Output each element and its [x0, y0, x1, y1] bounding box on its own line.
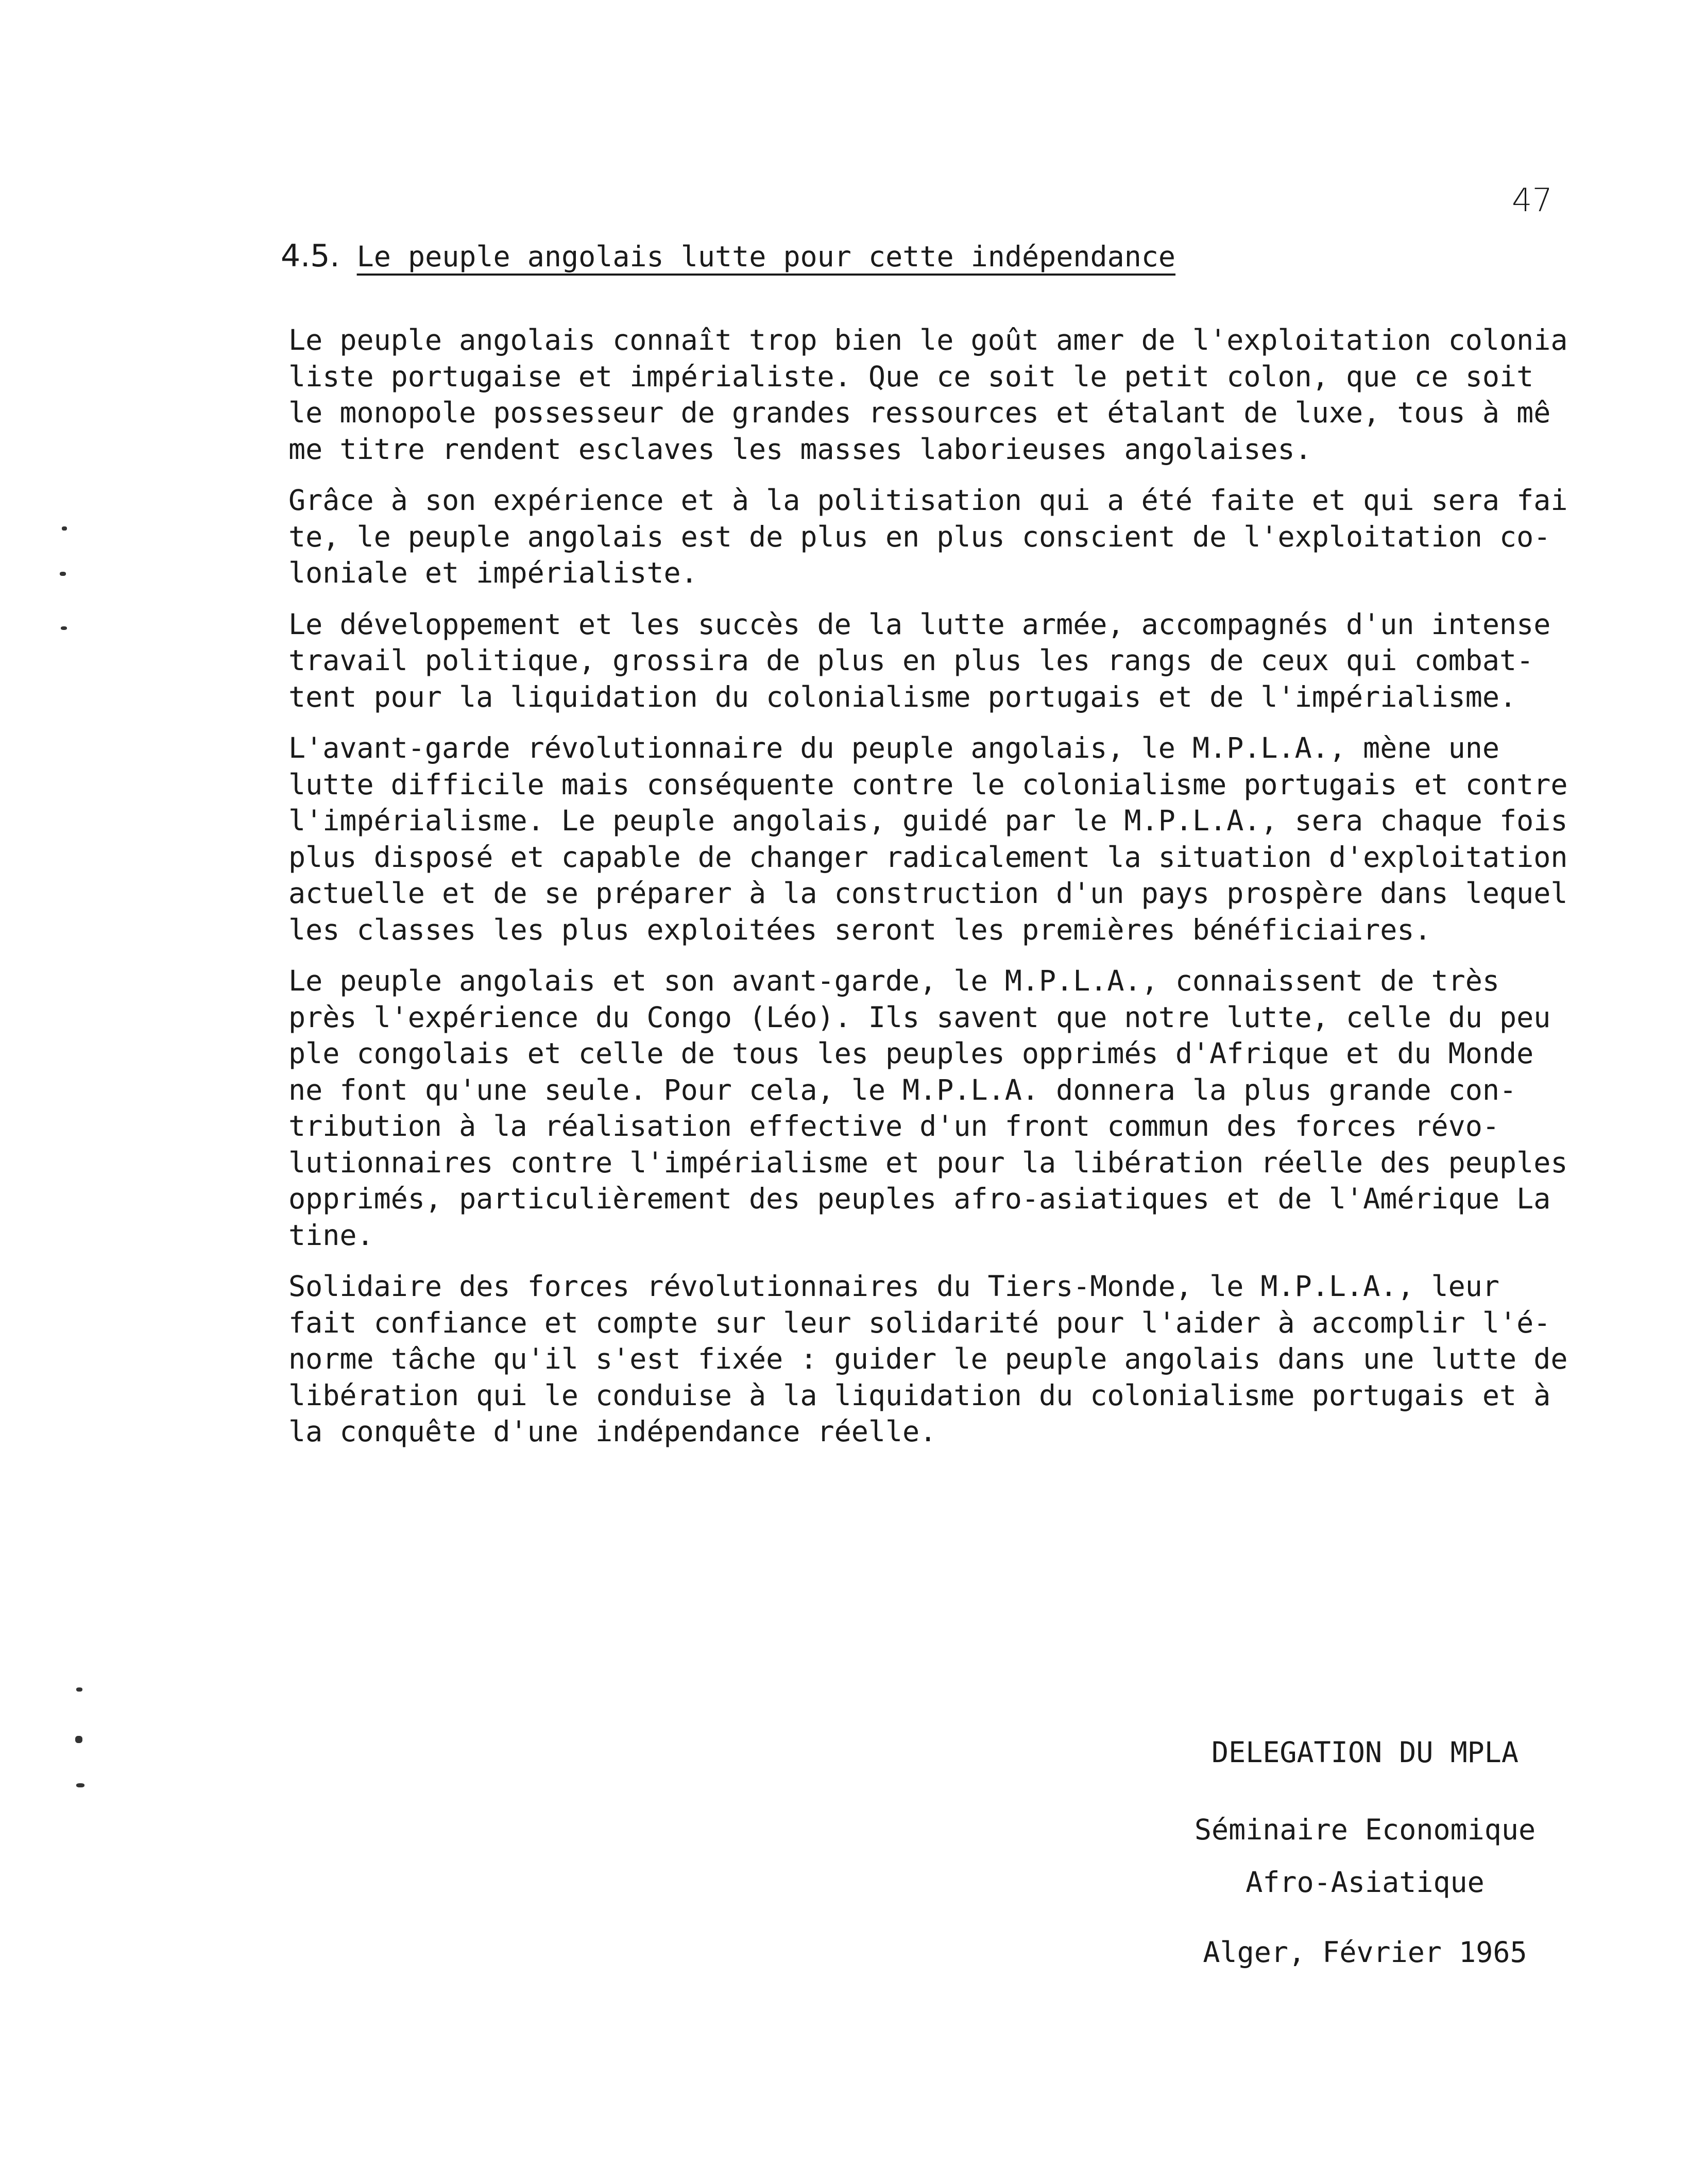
text-line: près l'expérience du Congo (Léo). Ils savent que notre lutte, celle du peu [288, 1000, 1551, 1034]
text-line: libération qui le conduise à la liquidation du colonialisme portugais et à [288, 1378, 1551, 1412]
text-line: Le peuple angolais connaît trop bien le goût amer de l'exploitation colonia [288, 323, 1568, 356]
text-line: opprimés, particulièrement des peuples afro-asiatiques et de l'Amérique La [288, 1182, 1551, 1215]
text-line: liste portugaise et impérialiste. Que ce soit le petit colon, que ce soit [288, 360, 1534, 393]
paragraph-3 [288, 606, 1607, 715]
paragraph-5 [288, 963, 1607, 1253]
text-line: le monopole possesseur de grandes ressources et étalant de luxe, tous à mê [288, 396, 1551, 429]
scan-speck [61, 626, 67, 630]
text-line: me titre rendent esclaves les masses laborieuses angolaises. [288, 432, 1312, 466]
signature-event-line-1: Séminaire Economique [1194, 1813, 1536, 1846]
scan-speck [76, 1783, 84, 1787]
section-number: 4.5. [281, 238, 340, 274]
text-line: te, le peuple angolais est de plus en plus conscient de l'exploitation co- [288, 520, 1551, 553]
scan-speck [60, 572, 66, 576]
text-line: l'impérialisme. Le peuple angolais, guidé par le M.P.L.A., sera chaque fois [288, 804, 1568, 837]
signature-event-line-2: Afro-Asiatique [1246, 1866, 1485, 1899]
text-line: travail politique, grossira de plus en plus les rangs de ceux qui combat- [288, 644, 1534, 677]
text-line: lutionnaires contre l'impérialisme et pour la libération réelle des peuples [288, 1146, 1568, 1179]
signature-organization: DELEGATION DU MPLA [1211, 1736, 1519, 1769]
paragraph-4 [288, 730, 1607, 948]
paragraph-2 [288, 482, 1607, 591]
text-line: L'avant-garde révolutionnaire du peuple angolais, le M.P.L.A., mène une [288, 731, 1500, 764]
text-line: tent pour la liquidation du colonialisme portugais et de l'impérialisme. [288, 680, 1517, 713]
text-line: la conquête d'une indépendance réelle. [288, 1415, 937, 1448]
text-line: ne font qu'une seule. Pour cela, le M.P.L.A. donnera la plus grande con- [288, 1073, 1517, 1106]
text-line: les classes les plus exploitées seront les premières bénéficiaires. [288, 913, 1431, 946]
paragraph-1 [288, 322, 1607, 467]
paragraph-6 [288, 1268, 1607, 1450]
text-line: tine. [288, 1218, 374, 1252]
scan-speck [76, 1687, 82, 1692]
text-line: Le développement et les succès de la lutte armée, accompagnés d'un intense [288, 607, 1551, 641]
scan-speck [75, 1736, 82, 1743]
scan-speck [62, 526, 67, 531]
signature-block [1169, 1736, 1561, 1969]
text-line: norme tâche qu'il s'est fixée : guider le peuple angolais dans une lutte de [288, 1342, 1568, 1375]
page-number: 47 [1512, 181, 1553, 219]
section-title: Le peuple angolais lutte pour cette indépendance [356, 240, 1176, 273]
text-line: lutte difficile mais conséquente contre le colonialisme portugais et contre [288, 767, 1568, 801]
text-line: Grâce à son expérience et à la politisation qui a été faite et qui sera fai [288, 484, 1568, 517]
section-heading [281, 238, 1175, 275]
text-line: ple congolais et celle de tous les peuples opprimés d'Afrique et du Monde [288, 1037, 1534, 1070]
text-line: tribution à la réalisation effective d'un front commun des forces révo- [288, 1110, 1500, 1142]
text-line: Le peuple angolais et son avant-garde, le M.P.L.A., connaissent de très [288, 964, 1500, 997]
text-line: fait confiance et compte sur leur solidarité pour l'aider à accomplir l'é- [288, 1306, 1551, 1339]
signature-place-date: Alger, Février 1965 [1203, 1936, 1527, 1969]
body-text [288, 322, 1607, 1465]
text-line: loniale et impérialiste. [288, 556, 698, 589]
text-line: plus disposé et capable de changer radicalement la situation d'exploitation [288, 840, 1568, 874]
text-line: actuelle et de se préparer à la construction d'un pays prospère dans lequel [288, 877, 1568, 910]
text-line: Solidaire des forces révolutionnaires du Tiers-Monde, le M.P.L.A., leur [288, 1270, 1500, 1303]
